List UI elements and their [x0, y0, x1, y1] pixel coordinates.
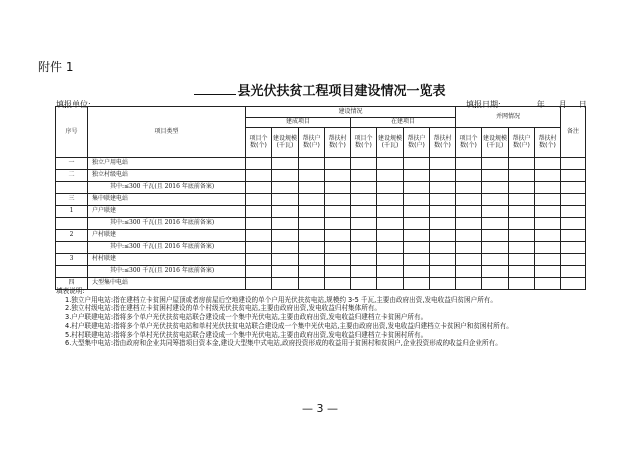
empty-cell[interactable] [272, 158, 299, 170]
empty-cell[interactable] [325, 242, 351, 254]
empty-cell[interactable] [509, 194, 535, 206]
empty-cell[interactable] [482, 230, 509, 242]
empty-cell[interactable] [351, 266, 377, 278]
empty-cell[interactable] [272, 254, 299, 266]
header-type: 项目类型 [88, 107, 246, 158]
empty-cell[interactable] [351, 242, 377, 254]
empty-cell[interactable] [377, 242, 404, 254]
table-row [56, 242, 586, 254]
empty-cell[interactable] [325, 230, 351, 242]
subheader-households: 帮扶户数(户) [509, 128, 535, 158]
empty-cell[interactable] [535, 170, 561, 182]
empty-cell[interactable] [299, 242, 325, 254]
empty-cell[interactable] [377, 254, 404, 266]
row-seq [56, 266, 88, 278]
note-2: 2.独立村级电站:指在建档立卡贫困村建设的单个村级光伏扶贫电站,主要由政府出资,发电收益归村集体所有。 [65, 304, 382, 313]
title-text: 县光伏扶贫工程项目建设情况一览表 [237, 84, 446, 99]
empty-cell[interactable] [325, 206, 351, 218]
empty-cell[interactable] [561, 218, 586, 230]
empty-cell[interactable] [535, 194, 561, 206]
row-seq: 3 [56, 254, 88, 266]
empty-cell[interactable] [404, 182, 430, 194]
empty-cell[interactable] [377, 170, 404, 182]
empty-cell[interactable] [509, 242, 535, 254]
empty-cell[interactable] [299, 218, 325, 230]
empty-cell[interactable] [246, 266, 272, 278]
empty-cell[interactable] [430, 218, 456, 230]
empty-cell[interactable] [482, 206, 509, 218]
empty-cell[interactable] [456, 182, 482, 194]
row-type: 村村联建 [88, 254, 246, 266]
empty-cell[interactable] [272, 170, 299, 182]
empty-cell[interactable] [404, 266, 430, 278]
empty-cell[interactable] [404, 206, 430, 218]
empty-cell[interactable] [430, 182, 456, 194]
subheader-villages: 帮扶村数(个) [430, 128, 456, 158]
empty-cell[interactable] [561, 194, 586, 206]
appendix-label: 附件 1 [38, 60, 74, 74]
empty-cell[interactable] [377, 158, 404, 170]
empty-cell[interactable] [404, 158, 430, 170]
table-row [56, 254, 586, 266]
notes-heading: 填表说明: [56, 287, 85, 295]
date-month: 月 [558, 100, 567, 109]
fill-unit-label: 填报单位: [56, 100, 91, 109]
empty-cell[interactable] [377, 266, 404, 278]
header-completed: 建成项目 [246, 118, 351, 128]
note-5: 5.村村联建电站:指将多个单村光伏扶贫电站联合建设成一个集中光伏电站,主要由政府出资,发电收益归建档立卡贫困村所有。 [65, 330, 428, 339]
empty-cell[interactable] [351, 206, 377, 218]
note-3: 3.户户联建电站:指将多个单户光伏扶贫电站联合建设成一个集中光伏电站,主要由政府出资,发电收益归建档立卡贫困户所有。 [65, 313, 428, 322]
subheader-households: 帮扶户数(户) [404, 128, 430, 158]
table-row [56, 170, 586, 182]
empty-cell[interactable] [351, 218, 377, 230]
row-type: 户村联建 [88, 230, 246, 242]
header-grid: 并网情况 [456, 107, 561, 128]
projects-table [55, 106, 586, 290]
empty-cell[interactable] [456, 242, 482, 254]
empty-cell[interactable] [482, 266, 509, 278]
row-seq: 二 [56, 170, 88, 182]
empty-cell[interactable] [509, 170, 535, 182]
empty-cell[interactable] [456, 254, 482, 266]
note-1: 1.独立户用电站:指在建档立卡贫困户屋顶或者房前屋后空地建设的单个户用光伏扶贫电站,规模约 3-5 千瓦,主要由政府出资,发电收益归贫困户所有。 [65, 295, 497, 304]
empty-cell[interactable] [509, 230, 535, 242]
header-under-construction: 在建项目 [351, 118, 456, 128]
empty-cell[interactable] [299, 266, 325, 278]
row-seq [56, 182, 88, 194]
row-seq [56, 218, 88, 230]
empty-cell[interactable] [509, 254, 535, 266]
empty-cell[interactable] [377, 230, 404, 242]
empty-cell[interactable] [299, 194, 325, 206]
empty-cell[interactable] [561, 158, 586, 170]
empty-cell[interactable] [456, 218, 482, 230]
empty-cell[interactable] [535, 206, 561, 218]
empty-cell[interactable] [377, 182, 404, 194]
empty-cell[interactable] [246, 242, 272, 254]
date-day: 日 [578, 100, 587, 109]
empty-cell[interactable] [299, 206, 325, 218]
empty-cell[interactable] [325, 194, 351, 206]
subheader-project-count: 项目个数(个) [456, 128, 482, 158]
page-number: — 3 — [302, 402, 338, 415]
header-construction: 建设情况 [246, 107, 456, 118]
empty-cell[interactable] [430, 158, 456, 170]
subheader-households: 帮扶户数(户) [299, 128, 325, 158]
empty-cell[interactable] [272, 182, 299, 194]
row-type: 独立村级电站 [88, 170, 246, 182]
table-row [56, 158, 586, 170]
empty-cell[interactable] [404, 230, 430, 242]
empty-cell[interactable] [299, 158, 325, 170]
empty-cell[interactable] [351, 230, 377, 242]
empty-cell[interactable] [535, 266, 561, 278]
empty-cell[interactable] [404, 254, 430, 266]
table-row [56, 182, 586, 194]
empty-cell[interactable] [430, 230, 456, 242]
empty-cell[interactable] [456, 206, 482, 218]
note-4: 4.村户联建电站:指将多个单户光伏扶贫电站和单村光伏扶贫电站联合建设成一个集中光伏电站,主要由政府出资,发电收益归建档立卡贫困户和贫困村所有。 [65, 321, 513, 330]
empty-cell[interactable] [404, 194, 430, 206]
row-type: 其中:≤300 千瓦(且 2016 年底前备案) [88, 266, 246, 278]
empty-cell[interactable] [272, 206, 299, 218]
subheader-scale: 建设规模(千瓦) [482, 128, 509, 158]
empty-cell[interactable] [246, 170, 272, 182]
empty-cell[interactable] [482, 194, 509, 206]
empty-cell[interactable] [404, 242, 430, 254]
empty-cell[interactable] [351, 158, 377, 170]
empty-cell[interactable] [246, 230, 272, 242]
header-remarks: 备注 [561, 107, 586, 158]
empty-cell[interactable] [351, 194, 377, 206]
empty-cell[interactable] [482, 182, 509, 194]
row-type: 其中:≤300 千瓦(且 2016 年底前备案) [88, 218, 246, 230]
row-seq: 2 [56, 230, 88, 242]
empty-cell[interactable] [509, 218, 535, 230]
empty-cell[interactable] [535, 242, 561, 254]
subheader-villages: 帮扶村数(个) [325, 128, 351, 158]
empty-cell[interactable] [325, 218, 351, 230]
empty-cell[interactable] [377, 206, 404, 218]
empty-cell[interactable] [377, 194, 404, 206]
row-seq: 三 [56, 194, 88, 206]
header-seq: 序号 [56, 107, 88, 158]
row-seq: 四 [56, 278, 88, 290]
empty-cell[interactable] [272, 194, 299, 206]
empty-cell[interactable] [299, 182, 325, 194]
empty-cell[interactable] [509, 266, 535, 278]
empty-cell[interactable] [430, 266, 456, 278]
empty-cell[interactable] [299, 230, 325, 242]
empty-cell[interactable] [272, 230, 299, 242]
subheader-scale: 建设规模(千瓦) [377, 128, 404, 158]
empty-cell[interactable] [456, 230, 482, 242]
table-body [56, 158, 586, 290]
empty-cell[interactable] [430, 254, 456, 266]
empty-cell[interactable] [561, 206, 586, 218]
empty-cell[interactable] [535, 158, 561, 170]
table-row [56, 206, 586, 218]
empty-cell[interactable] [535, 254, 561, 266]
empty-cell[interactable] [299, 170, 325, 182]
table-row [56, 230, 586, 242]
row-type: 集中联建电站 [88, 194, 246, 206]
empty-cell[interactable] [561, 182, 586, 194]
empty-cell[interactable] [325, 170, 351, 182]
row-type: 其中:≤300 千瓦(且 2016 年底前备案) [88, 182, 246, 194]
empty-cell[interactable] [404, 218, 430, 230]
empty-cell[interactable] [456, 194, 482, 206]
empty-cell[interactable] [482, 242, 509, 254]
empty-cell[interactable] [246, 158, 272, 170]
empty-cell[interactable] [246, 218, 272, 230]
note-6: 6.大型集中电站:指由政府和企业共同筹措项目资本金,建设大型集中式电站,政府投资形成的收益用于贫困村和贫困户,企业投资形成的收益归企业所有。 [65, 339, 502, 348]
empty-cell[interactable] [535, 182, 561, 194]
empty-cell[interactable] [325, 266, 351, 278]
empty-cell[interactable] [272, 218, 299, 230]
subheader-villages: 帮扶村数(个) [535, 128, 561, 158]
empty-cell[interactable] [482, 254, 509, 266]
empty-cell[interactable] [272, 266, 299, 278]
empty-cell[interactable] [561, 242, 586, 254]
empty-cell[interactable] [377, 218, 404, 230]
empty-cell[interactable] [246, 182, 272, 194]
title-blank-line [194, 83, 236, 95]
row-type: 户户联建 [88, 206, 246, 218]
table-row [56, 194, 586, 206]
subheader-project-count: 项目个数(个) [246, 128, 272, 158]
empty-cell[interactable] [430, 242, 456, 254]
empty-cell[interactable] [404, 170, 430, 182]
empty-cell[interactable] [561, 170, 586, 182]
empty-cell[interactable] [456, 158, 482, 170]
empty-cell[interactable] [561, 266, 586, 278]
empty-cell[interactable] [456, 170, 482, 182]
empty-cell[interactable] [482, 170, 509, 182]
empty-cell[interactable] [561, 254, 586, 266]
row-type: 其中:≤300 千瓦(且 2016 年底前备案) [88, 242, 246, 254]
empty-cell[interactable] [535, 218, 561, 230]
empty-cell[interactable] [430, 206, 456, 218]
empty-cell[interactable] [456, 266, 482, 278]
subheader-project-count: 项目个数(个) [351, 128, 377, 158]
fill-date-label: 填报日期: [466, 100, 501, 109]
row-seq: 1 [56, 206, 88, 218]
empty-cell[interactable] [430, 194, 456, 206]
empty-cell[interactable] [561, 230, 586, 242]
subheader-scale: 建设规模(千瓦) [272, 128, 299, 158]
empty-cell[interactable] [351, 170, 377, 182]
empty-cell[interactable] [535, 230, 561, 242]
empty-cell[interactable] [299, 254, 325, 266]
empty-cell[interactable] [430, 170, 456, 182]
table-row [56, 266, 586, 278]
date-year: 年 [536, 100, 545, 109]
empty-cell[interactable] [246, 254, 272, 266]
empty-cell[interactable] [351, 182, 377, 194]
notes [56, 287, 592, 348]
row-type: 独立户用电站 [88, 158, 246, 170]
empty-cell[interactable] [509, 182, 535, 194]
row-seq [56, 242, 88, 254]
empty-cell[interactable] [509, 158, 535, 170]
empty-cell[interactable] [246, 194, 272, 206]
empty-cell[interactable] [246, 206, 272, 218]
empty-cell[interactable] [325, 254, 351, 266]
empty-cell[interactable] [482, 218, 509, 230]
empty-cell[interactable] [351, 254, 377, 266]
empty-cell[interactable] [509, 206, 535, 218]
empty-cell[interactable] [325, 182, 351, 194]
empty-cell[interactable] [325, 158, 351, 170]
empty-cell[interactable] [272, 242, 299, 254]
row-type: 大型集中电站 [88, 278, 246, 290]
page-title [0, 80, 640, 99]
row-seq: 一 [56, 158, 88, 170]
table-row [56, 218, 586, 230]
empty-cell[interactable] [482, 158, 509, 170]
